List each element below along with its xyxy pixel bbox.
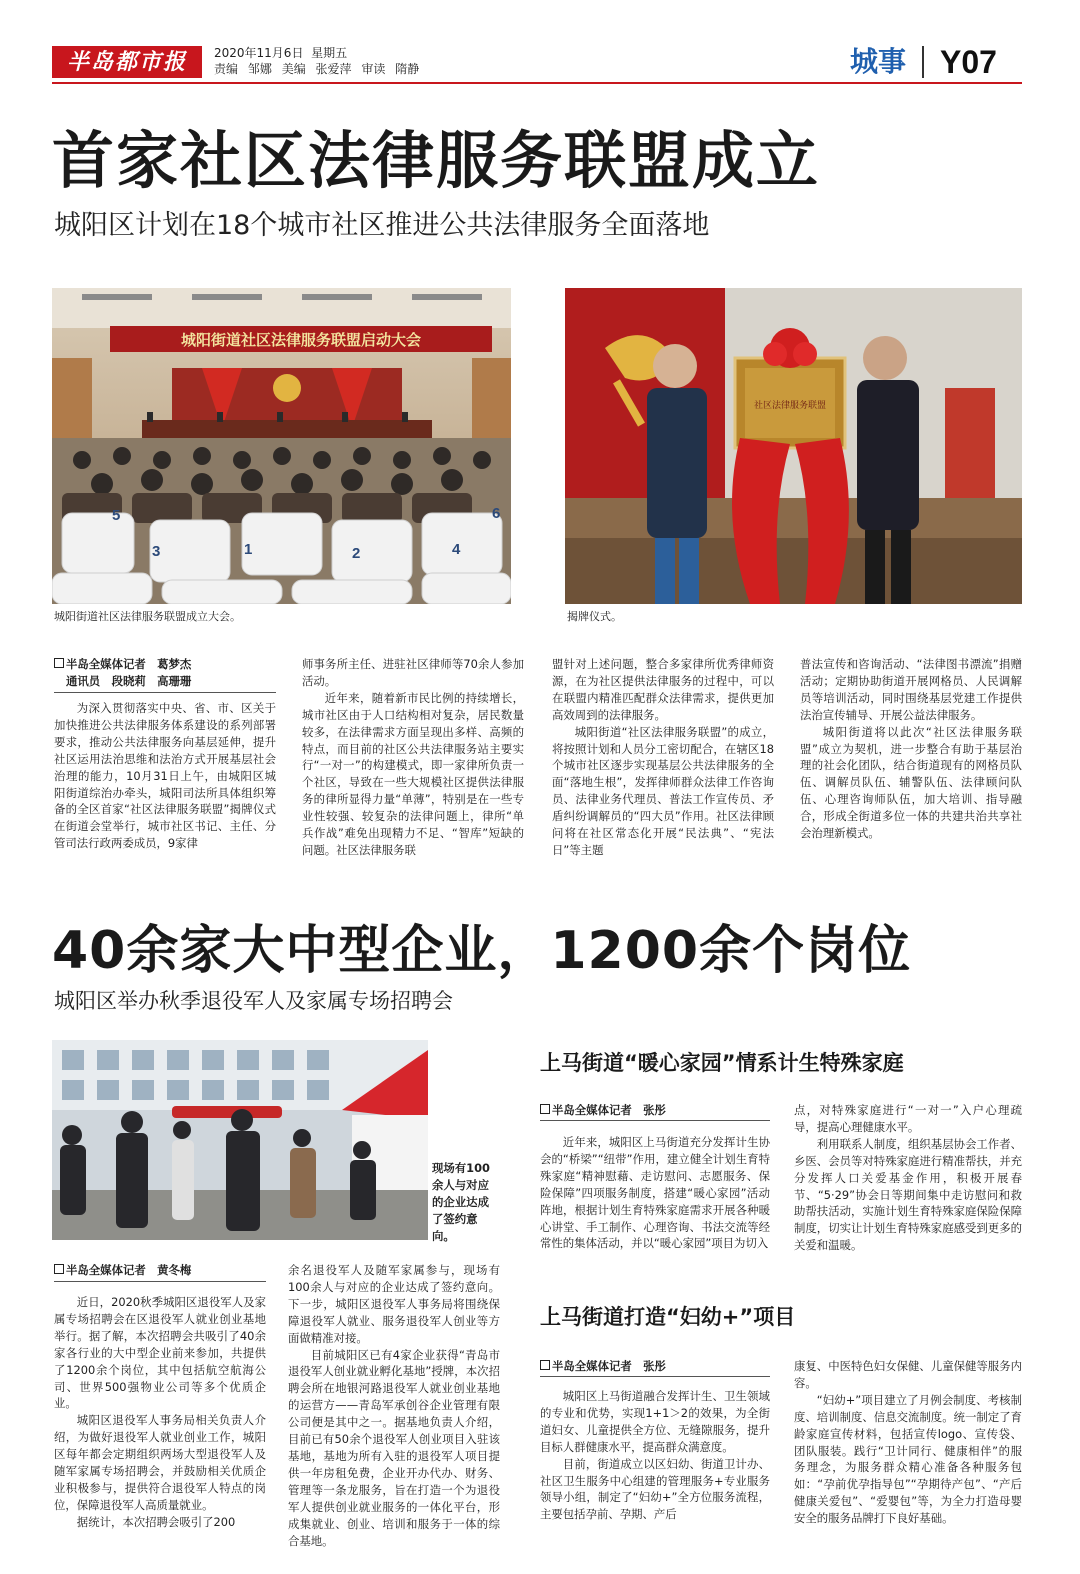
reporter: 半岛全媒体记者 葛梦杰 [66,657,192,671]
paragraph: 近日，2020秋季城阳区退役军人及家属专场招聘会在区退役军人就业创业基地举行。据了解，本次招聘会共吸引了40余家各行业的大中型企业前来参加，共提供了1200余个岗位，其中包括航空航海公司、世界500强物业公司等多个优质企业。 [54,1295,266,1411]
article4-byline [540,1358,770,1375]
article1-column-3 [552,656,774,859]
article4-column-2 [794,1358,1022,1527]
paragraph: 师事务所主任、进驻社区律师等70余人参加活动。 [302,657,524,688]
article4-headline: 上马街道打造“妇幼+”项目 [540,1305,796,1329]
proofreader-label: 审读 [361,62,386,76]
square-bullet-icon [54,1264,64,1274]
seat-number: 2 [352,545,361,562]
meeting-photo [52,288,511,604]
seat-number: 1 [244,541,253,558]
unveiling-photo [565,288,1022,604]
seat-number: 5 [112,507,121,524]
seat-number: 6 [492,505,501,522]
byline-rule [540,1376,770,1377]
square-bullet-icon [540,1360,550,1370]
paragraph: 目前，街道成立以区妇幼、街道卫计办、社区卫生服务中心组建的管理服务+专业服务领导小组，制定了“妇幼+”全方位服务流程，主要包括孕前、孕期、产后 [540,1456,770,1522]
designer: 张爱萍 [315,62,352,76]
unveiling-photo-caption: 揭牌仪式。 [567,610,622,623]
paragraph: 盟针对上述问题，整合多家律所优秀律师资源，在为社区提供法律服务的过程中，可以在联盟内精准匹配群众法律需求，提供更加高效周到的法律服务。 [552,657,774,722]
seat-number: 3 [152,543,161,560]
paragraph: 利用联系人制度，组织基层协会工作者、乡医、会员等对特殊家庭进行精准帮扶，并充分发挥人口关爱基金作用，积极开展春节、“5·29”协会日等期间集中走访慰问和救助帮扶活动，实施计划生育特殊家庭保险保障制度，切实让计划生育特殊家庭感受到更多的关爱和温暖。 [794,1136,1022,1253]
paragraph: 余名退役军人及随军家属参与，现场有100余人与对应的企业达成了签约意向。下一步，城阳区退役军人事务局将围绕保障退役军人就业、服务退役军人创业等方面做精准对接。 [288,1263,500,1345]
editor-label: 责编 [214,62,239,76]
section-name: 城事 [850,45,907,78]
paragraph: 康复、中医特色妇女保健、儿童保健等服务内容。 [794,1359,1022,1390]
article1-subhead: 城阳区计划在18个城市社区推进公共法律服务全面落地 [54,210,710,241]
reporter: 半岛全媒体记者 黄冬梅 [66,1263,192,1277]
paragraph: 为深入贯彻落实中央、省、市、区关于加快推进公共法律服务体系建设的系列部署要求，推动公共法律服务向基层延伸，提升社区运用法治思维和法治方式开展基层社会治理的能力，10月31日上午，由城阳区城阳街道综治办牵头，城阳司法所具体组织筹备的全区首家“社区法律服务联盟”揭牌仪式在街道会堂举行，城市社区书记、主任、分管司法行政两委成员，9家律 [54,701,276,851]
article1-headline: 首家社区法律服务联盟成立 [52,124,821,197]
plaque-text: 社区法律服务联盟 [753,401,827,411]
meeting-photo-caption: 城阳街道社区法律服务联盟成立大会。 [54,610,241,623]
paragraph: 城阳区上马街道融合发挥计生、卫生领域的专业和优势，实现1+1＞2的效果，为全街道妇女、儿童提供全方位、无缝隙服务，提升目标人群健康水平，提高群众满意度。 [540,1389,770,1454]
article3-byline [540,1102,770,1119]
article1-column-4 [800,656,1022,842]
article2-column-1 [54,1294,266,1531]
paragraph: 点，对特殊家庭进行“一对一”入户心理疏导，提高心理健康水平。 [794,1103,1022,1134]
square-bullet-icon [54,658,64,668]
paragraph: 据统计，本次招聘会吸引了200 [76,1514,236,1529]
editor: 邹娜 [247,62,272,76]
reporter: 半岛全媒体记者 张彤 [552,1359,666,1373]
job-fair-photo [52,1040,428,1240]
job-fair-photo-caption: 现场有100余人与对应的企业达成了签约意向。 [432,1161,490,1243]
article2-subhead: 城阳区举办秋季退役军人及家属专场招聘会 [54,989,453,1013]
byline-rule [54,692,276,693]
paragraph: 城阳区退役军人事务局相关负责人介绍，为做好退役军人就业创业工作，城阳区每年都会定期组织两场大型退役军人及随军家属专场招聘会，并鼓励相关优质企业积极参与，提供符合退役军人特点的岗位，保障退役军人高质量就业。 [54,1413,266,1512]
correspondent-line: 通讯员 段晓莉 高珊珊 [66,673,192,688]
article1-byline [54,656,276,690]
article2-headline: 40余家大中型企业，1200余个岗位 [52,921,912,981]
weekday: 星期五 [311,46,348,60]
paragraph: 普法宣传和咨询活动、“法律图书漂流”捐赠活动；定期协助街道开展网格员、人民调解员等培训活动，同时围绕基层党建工作提供法治宣传辅导、开展公益法律服务。 [800,657,1022,722]
article1-column-1 [54,700,276,852]
section-divider [922,46,924,78]
designer-label: 美编 [281,62,306,76]
paragraph: 近年来，城阳区上马街道充分发挥计生协会的“桥梁”“纽带”作用，建立健全计划生育特殊家庭“精神慰藉、走访慰问、志愿服务、保险保障”四项服务制度，搭建“暖心家园”活动阵地，根据计划生育特殊家庭需求开展各种暖心讲堂、手工制作、心理咨询、书法交流等经常性的集体活动，并以“暖心家园”项目为切入 [540,1135,770,1251]
article3-column-2 [794,1102,1022,1254]
proofreader: 隋静 [395,62,420,76]
article2-column-2 [288,1262,500,1549]
date: 2020年11月6日 [214,46,304,60]
paragraph: 城阳街道将以此次“社区法律服务联盟”成立为契机，进一步整合有助于基层治理的社会化团队，结合街道现有的网格员队伍、调解员队伍、辅警队伍、法律顾问队伍、心理咨询师队伍，加大培训、指导融合，形成全街道多位一体的共建共治共享社会治理新模式。 [800,724,1022,841]
unveiling-photo-illustration [565,288,1022,604]
issue-date [214,46,347,61]
article3-headline: 上马街道“暖心家园”情系计生特殊家庭 [540,1051,904,1075]
reporter: 半岛全媒体记者 张彤 [552,1103,666,1117]
page-number: Y07 [940,44,997,80]
paragraph: 近年来，随着新市民比例的持续增长，城市社区由于人口结构相对复杂，居民数量较多，在法律需求方面呈现出多样、高频的特点，而目前的社区公共法律服务站主要实行“一对一”的构建模式，即一家律所负责一个社区，导致在一些大规模社区提供法律服务的律所显得力量“单薄”，特别是在一些专业性较强、较复杂的法律问题上，律所“单兵作战”难免出现精力不足、“智库”短缺的问题。社区法律服务联 [302,690,524,857]
article4-column-1 [540,1388,770,1523]
byline-rule [54,1281,266,1282]
paragraph: 目前城阳区已有4家企业获得“青岛市退役军人创业就业孵化基地”授牌，本次招聘会所在地银河路退役军人就业创业基地的运营方——青岛军承创谷企业管理有限公司便是其中之一。据基地负责人介绍，目前已有50余个退役军人创业项目入驻该基地，基地为所有入驻的退役军人项目提供一年房租免费，企业开办代办、财务、管理等一条龙服务，旨在打造一个为退役军人提供创业就业服务的一体化平台，形成集就业、创业、培训和服务于一体的综合基地。 [288,1347,500,1548]
article3-column-1 [540,1134,770,1252]
banner-text: 城阳街道社区法律服务联盟启动大会 [180,331,422,349]
staff-credits [214,62,419,77]
meeting-photo-illustration [52,288,511,604]
paragraph: 城阳街道“社区法律服务联盟”的成立，将按照计划和人员分工密切配合，在辖区18个城市社区逐步实现基层公共法律服务的全面“落地生根”，发挥律师群众法律工作咨询员、法律业务代理员、普法工作宣传员、矛盾纠纷调解员的“四大员”作用。社区法律顾问将在社区常态化开展“民法典”、“宪法日”等主题 [552,724,774,857]
article2-byline [54,1262,266,1279]
article1-column-2 [302,656,524,859]
paragraph: “妇幼+”项目建立了月例会制度、考核制度、培训制度、信息交流制度。统一制定了育龄家庭宣传材料，包括宣传logo、宣传袋、团队服装。践行“卫计同行、健康相伴”的服务理念，为服务群众精心准备各种服务包如：“孕前优孕指导包”“孕期待产包”、“产后健康关爱包”、“爱婴包”等，为全力打造母婴安全的服务品牌打下良好基础。 [794,1392,1022,1526]
square-bullet-icon [540,1104,550,1114]
masthead-rule [52,82,1022,84]
reporter-line [54,656,276,673]
seat-number: 4 [452,541,461,558]
paper-logo: 半岛都市报 [52,46,202,78]
job-fair-photo-illustration [52,1040,428,1240]
byline-rule [540,1120,770,1121]
